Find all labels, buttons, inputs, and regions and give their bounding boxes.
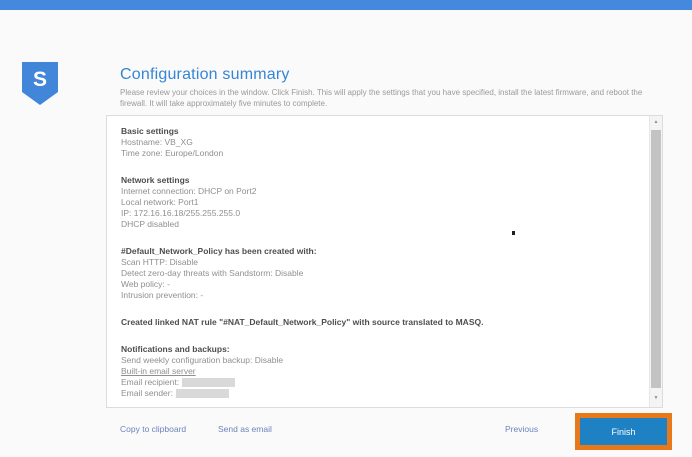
section-heading: #Default_Network_Policy has been created with: [121,246,317,256]
summary-section [121,175,636,230]
section-item: Web policy: - [121,279,170,289]
section-item: Scan HTTP: Disable [121,257,198,267]
summary-section [121,126,636,159]
section-item: Hostname: VB_XG [121,137,193,147]
redacted-value [176,389,229,398]
section-heading: Notifications and backups: [121,344,230,354]
section-item: Local network: Port1 [121,197,199,207]
section-item: Time zone: Europe/London [121,148,224,158]
redacted-value [182,378,235,387]
scroll-down-button[interactable] [650,392,662,405]
item-label: Email recipient: [121,377,180,387]
previous-link[interactable]: Previous [505,424,539,434]
section-heading: Network settings [121,175,190,185]
section-item: Detect zero-day threats with Sandstorm: Disable [121,268,304,278]
copy-to-clipboard-link[interactable]: Copy to clipboard [120,424,187,434]
item-label: Email sender: [121,388,173,398]
page-title: Configuration summary [120,66,290,83]
email-server-link[interactable]: Built-in email server [121,366,196,376]
finish-button[interactable]: Finish [580,418,667,445]
svg-text:S: S [32,68,48,91]
section-item [121,377,636,388]
summary-panel [106,115,663,408]
scroll-up-button[interactable] [650,116,662,129]
summary-section [121,317,636,328]
page-description: Please review your choices in the window. Click Finish. This will apply the settings that you have specified, install the latest firmware, and reboot the firewall. It will take approximately five minutes to complete. [120,88,643,108]
scroll-down-icon: ▼ [653,395,659,401]
scroll-up-icon: ▲ [653,119,659,125]
panel-scrollbar[interactable] [649,116,662,407]
summary-content [107,116,650,407]
section-item [121,388,636,399]
finish-highlight-annotation [575,413,672,450]
section-heading: Basic settings [121,126,179,136]
section-heading: Created linked NAT rule "#NAT_Default_Network_Policy" with source translated to MASQ. [121,317,484,327]
section-item: IP: 172.16.16.18/255.255.255.0 [121,208,241,218]
send-as-email-link[interactable]: Send as email [218,424,272,434]
summary-section [121,246,636,301]
text-cursor-artifact [512,231,515,235]
sophos-logo [22,62,58,105]
summary-section [121,344,636,399]
section-item: Intrusion prevention: - [121,290,204,300]
section-item: DHCP disabled [121,219,179,229]
top-accent-bar [0,0,692,10]
section-item: Send weekly configuration backup: Disable [121,355,284,365]
scrollbar-thumb[interactable] [651,130,661,388]
section-item: Internet connection: DHCP on Port2 [121,186,257,196]
shield-icon [22,62,58,105]
